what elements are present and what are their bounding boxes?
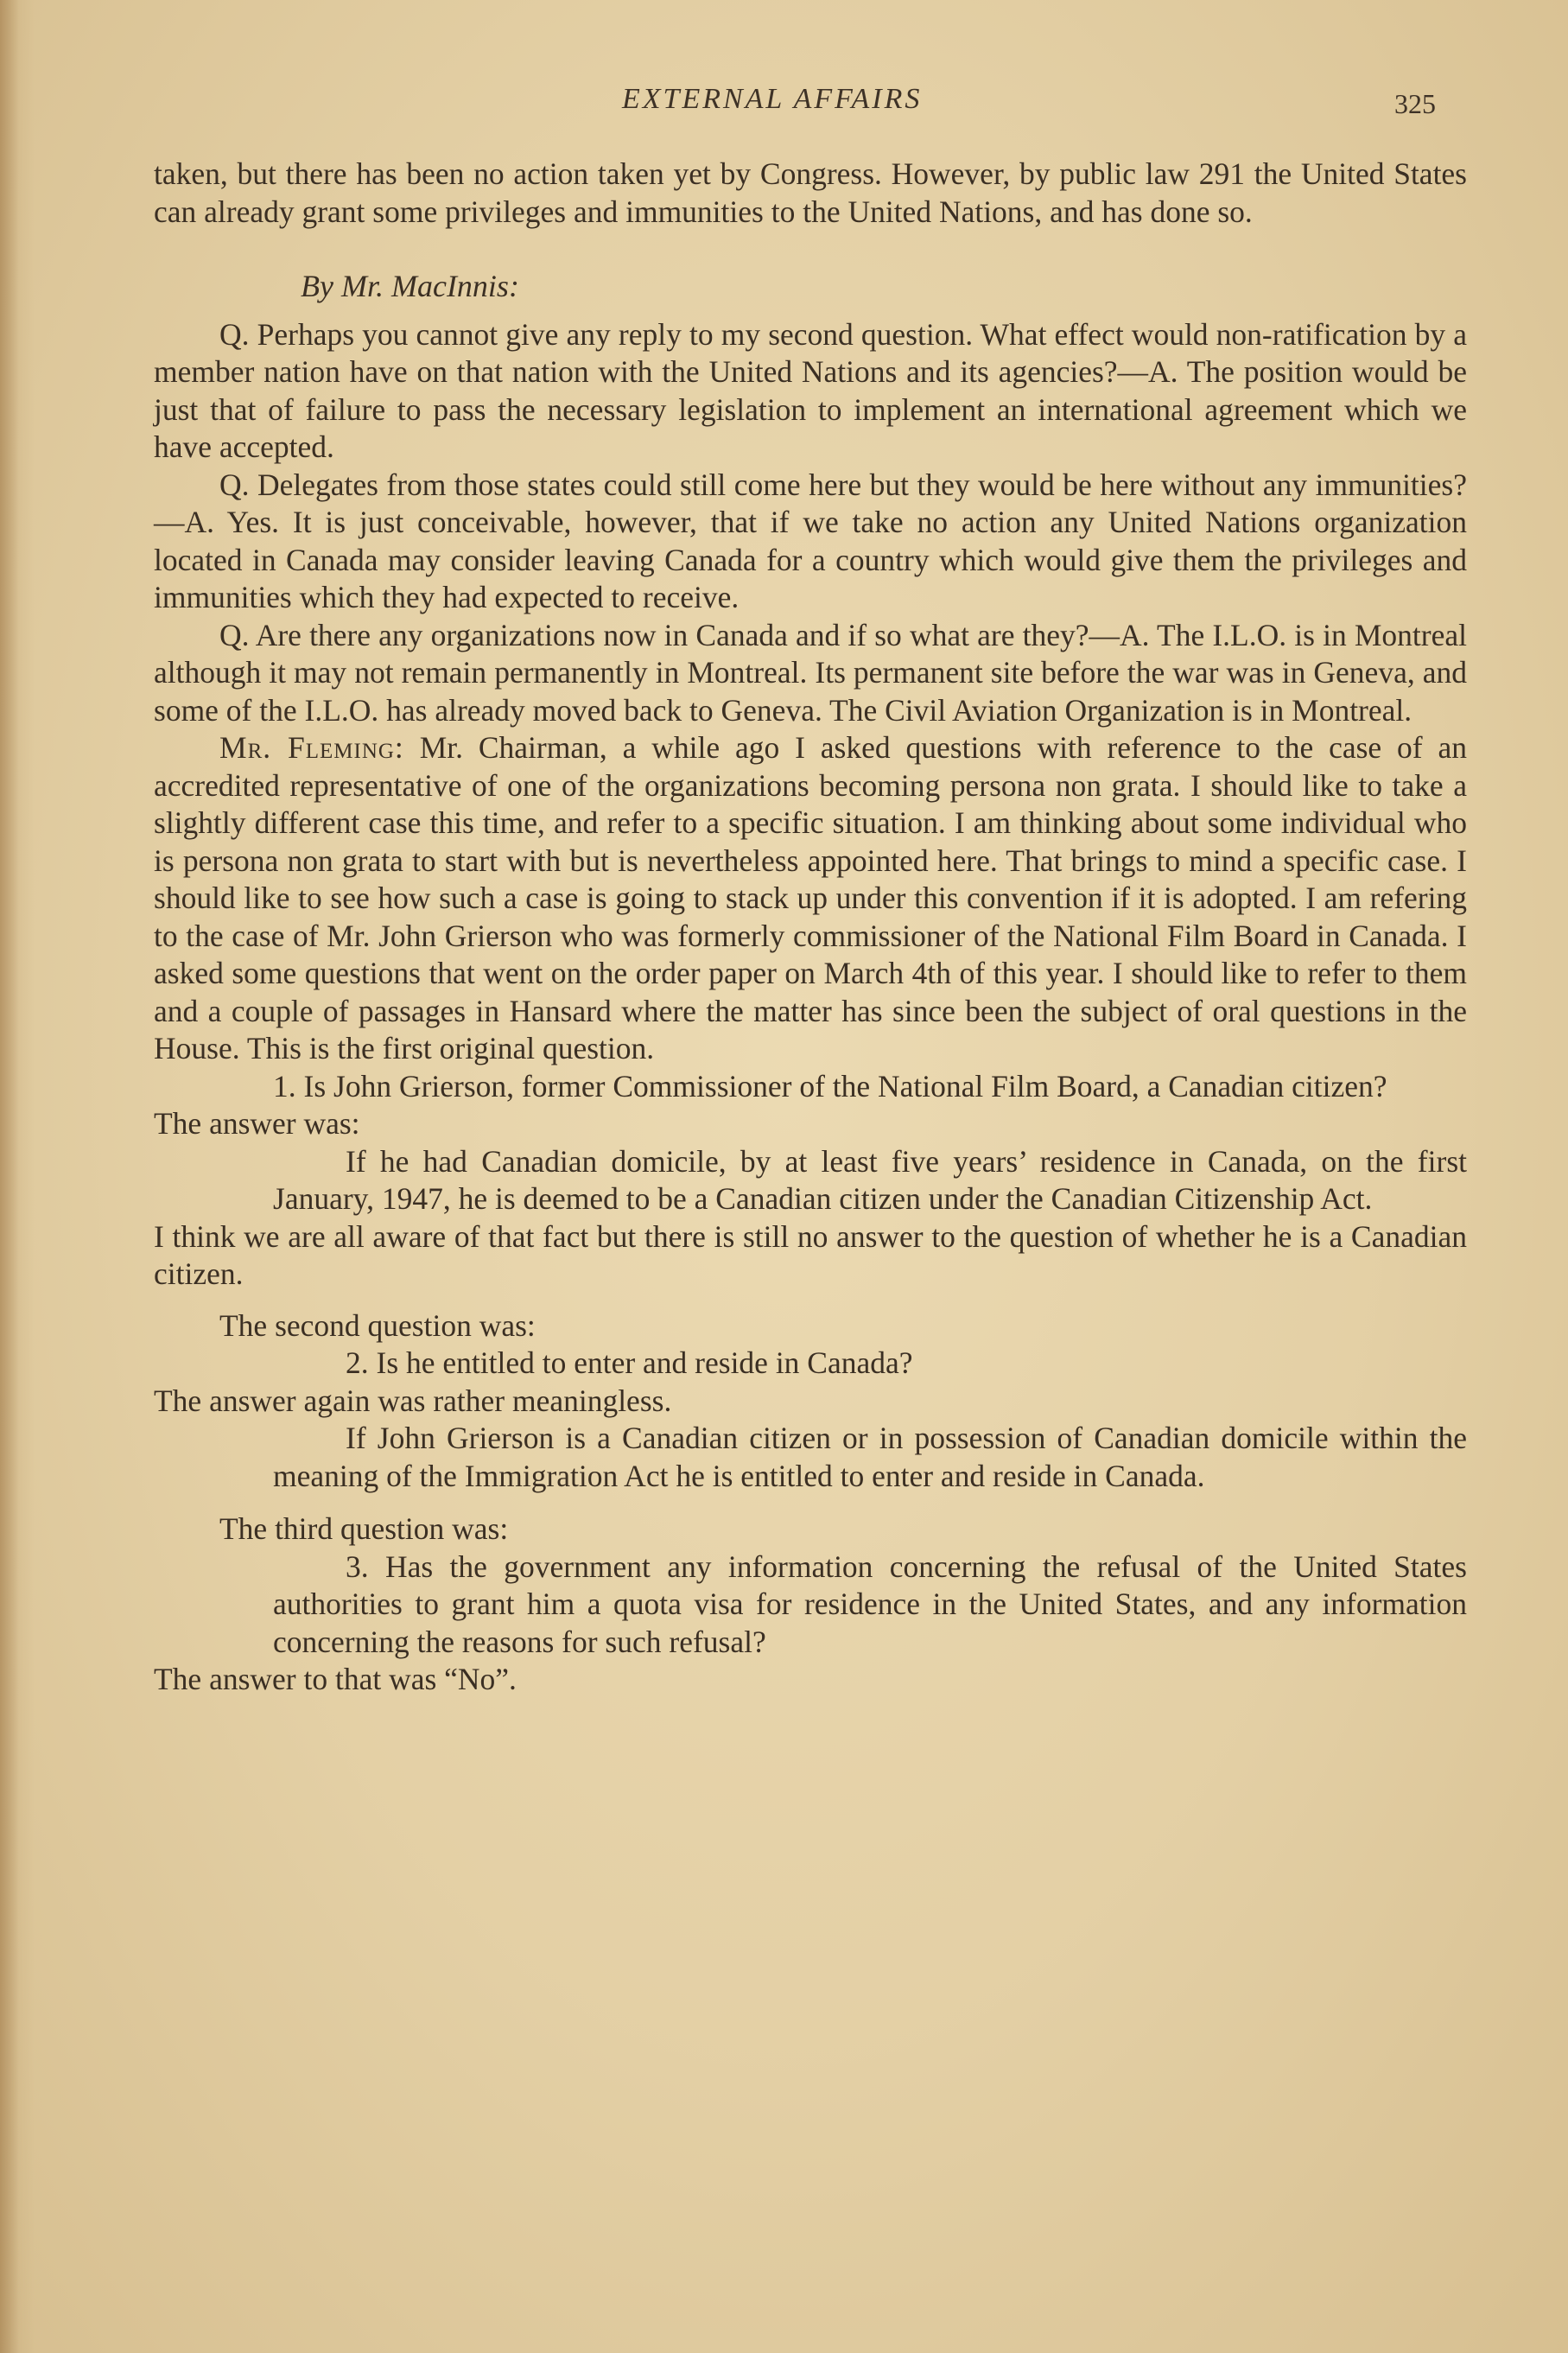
question-answer-2: Q. Delegates from those states could still come here but they would be here without any immunities?—A. Yes. It is just conceivable, however, that if we take no action any United Nations organization located in Canada may consider leaving Canada for a country which would give them the privileges and immunities which they had expected to receive. bbox=[154, 467, 1467, 614]
running-title: EXTERNAL AFFAIRS bbox=[622, 83, 923, 115]
answer-3: The answer to that was “No”. bbox=[154, 1662, 517, 1696]
third-question-intro: The third question was: bbox=[219, 1511, 509, 1546]
running-header bbox=[0, 83, 1568, 124]
second-question-intro: The second question was: bbox=[219, 1307, 536, 1343]
answer-intro-2: The answer again was rather meaningless. bbox=[154, 1383, 672, 1418]
question-answer-1: Q. Perhaps you cannot give any reply to my second question. What effect would non-ratification by a member nation have on that nation with the United Nations and its agencies?—A. The position would be just that of failure to pass the necessary legislation to implement an international agreement which we have accepted. bbox=[154, 316, 1467, 464]
quoted-answer-1: If he had Canadian domicile, by at least five years’ residence in Canada, on the first January, 1947, he is deemed to be a Canadian citizen under the Canadian Citizenship Act. bbox=[273, 1143, 1467, 1216]
comment-1: I think we are all aware of that fact but there is still no answer to the question of whether he is a Canadian citizen. bbox=[154, 1218, 1467, 1291]
speaker-heading: By Mr. MacInnis: bbox=[301, 269, 519, 303]
quoted-question-3: 3. Has the government any information concerning the refusal of the United States authorities to grant him a quota visa for residence in the United States, and any information concerning the reasons for such refusal? bbox=[273, 1549, 1467, 1659]
question-answer-3: Q. Are there any organizations now in Canada and if so what are they?—A. The I.L.O. is in Montreal although it may not remain permanently in Montreal. Its permanent site before the war was in Geneva, and some of the I.L.O. has already moved back to Geneva. The Civil Aviation Organization is in Montreal. bbox=[154, 617, 1467, 728]
answer-intro-1: The answer was: bbox=[154, 1106, 360, 1141]
fleming-statement bbox=[154, 729, 1467, 1068]
speaker-name: Mr. Fleming: bbox=[219, 730, 404, 765]
quoted-answer-2: If John Grierson is a Canadian citizen or in possession of Canadian domicile within the meaning of the Immigration Act he is entitled to enter and reside in Canada. bbox=[273, 1421, 1467, 1493]
page-number: 325 bbox=[1394, 88, 1436, 119]
paragraph-continuation: taken, but there has been no action taken yet by Congress. However, by public law 291 the United States can already grant some privileges and immunities to the United Nations, and has done so. bbox=[154, 156, 1467, 229]
page-body bbox=[154, 156, 1467, 1699]
quoted-question-2: 2. Is he entitled to enter and reside in Canada? bbox=[346, 1345, 913, 1380]
page-edge-shadow bbox=[0, 0, 19, 2353]
fleming-statement-text: Mr. Chairman, a while ago I asked questions with reference to the case of an accredited representative of one of the organizations becoming persona non grata. I should like to take a slightly different case this time, and refer to a specific situation. I am thinking about some individual who is persona non grata to start with but is nevertheless appointed here. That brings to mind a specific case. I should like to see how such a case is going to stack up under this convention if it is adopted. I am refering to the case of Mr. John Grierson who was formerly commissioner of the National Film Board in Canada. I asked some questions that went on the order paper on March 4th of this year. I should like to refer to them and a couple of passages in Hansard where the matter has since been the subject of oral questions in the House. This is the first original question. bbox=[154, 730, 1467, 1065]
quoted-question-1: 1. Is John Grierson, former Commissioner of the National Film Board, a Canadian citizen? bbox=[273, 1068, 1387, 1103]
